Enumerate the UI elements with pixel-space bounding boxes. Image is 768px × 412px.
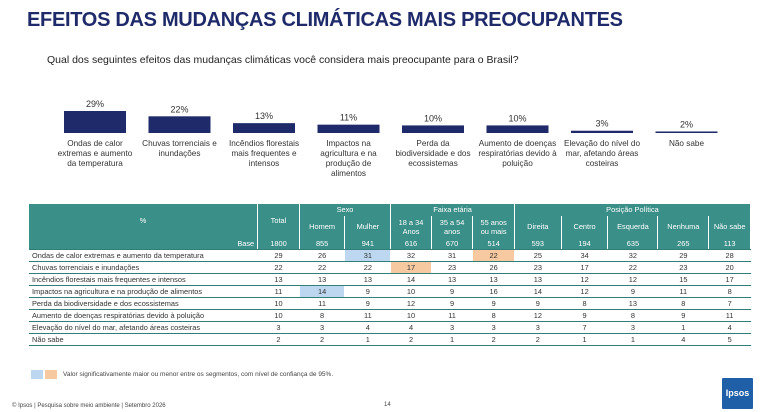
- base-cell: 194: [561, 238, 608, 250]
- table-cell: 8: [561, 297, 608, 309]
- col-direita: Direita: [514, 216, 561, 238]
- table-cell: 11: [299, 297, 345, 309]
- row-label: Impactos na agricultura e na produção de alimentos: [29, 285, 258, 297]
- table-row: [29, 321, 751, 333]
- table-cell: 31: [431, 249, 473, 261]
- table-cell: 1: [608, 333, 658, 345]
- table-cell: 17: [561, 261, 608, 273]
- base-row: [29, 238, 751, 250]
- table-cell: 29: [258, 249, 300, 261]
- table-cell: 9: [608, 285, 658, 297]
- table-cell: 9: [561, 309, 608, 321]
- table-cell: 13: [608, 297, 658, 309]
- base-cell: 670: [431, 238, 473, 250]
- table-cell: 9: [431, 285, 473, 297]
- table-cell: 1: [561, 333, 608, 345]
- table-cell: 8: [299, 309, 345, 321]
- table-cell: 3: [514, 321, 561, 333]
- table-cell: 3: [299, 321, 345, 333]
- base-cell: 1800: [258, 238, 300, 250]
- table-cell: 22: [258, 261, 300, 273]
- table-cell: 8: [473, 309, 515, 321]
- row-label: Chuvas torrenciais e inundações: [29, 261, 258, 273]
- table-cell: 13: [431, 273, 473, 285]
- base-cell: 941: [345, 238, 391, 250]
- table-cell: 2: [473, 333, 515, 345]
- legend-swatch-orange: [45, 370, 57, 379]
- bar-2: [233, 123, 295, 133]
- table-cell: 22: [299, 261, 345, 273]
- base-cell: 265: [658, 238, 709, 250]
- bar-7: [656, 131, 718, 133]
- base-cell: 593: [514, 238, 561, 250]
- table-cell: 2: [391, 333, 432, 345]
- col-centro: Centro: [561, 216, 608, 238]
- row-label: Não sabe: [29, 333, 258, 345]
- category-label-2: Incêndios florestais mais frequentes e intensos: [228, 139, 300, 168]
- category-label-7: Não sabe: [668, 139, 705, 148]
- table-row: [29, 309, 751, 321]
- table-row: [29, 333, 751, 345]
- table-cell: 3: [608, 321, 658, 333]
- table-cell: 23: [514, 261, 561, 273]
- table-cell: 1: [431, 333, 473, 345]
- table-cell: 14: [514, 285, 561, 297]
- col-homem: Homem: [299, 216, 345, 238]
- table-cell: 34: [561, 249, 608, 261]
- table-cell: 17: [391, 261, 432, 273]
- table-cell: 15: [658, 273, 709, 285]
- bar-4: [402, 125, 464, 133]
- table-cell: 4: [345, 321, 391, 333]
- table-cell: 7: [709, 297, 751, 309]
- table-cell: 8: [709, 285, 751, 297]
- table-cell: 3: [473, 321, 515, 333]
- table-cell: 13: [345, 273, 391, 285]
- bar-6: [571, 131, 633, 133]
- table-cell: 32: [391, 249, 432, 261]
- table-cell: 11: [658, 285, 709, 297]
- table-cell: 2: [299, 333, 345, 345]
- row-label: Incêndios florestais mais frequentes e intensos: [29, 273, 258, 285]
- table-cell: 14: [299, 285, 345, 297]
- table-cell: 26: [473, 261, 515, 273]
- table-cell: 2: [258, 333, 300, 345]
- table-cell: 20: [709, 261, 751, 273]
- table-cell: 4: [391, 321, 432, 333]
- col-35-54: 35 a 54 anos: [431, 216, 473, 238]
- table-cell: 16: [473, 285, 515, 297]
- table-cell: 26: [299, 249, 345, 261]
- category-label-3: Impactos na agricultura e na produção de alimentos: [320, 139, 377, 178]
- row-label: Aumento de doenças respiratórias devido à poluição: [29, 309, 258, 321]
- category-label-4: Perda da biodiversidade e dos ecossistemas: [395, 139, 471, 168]
- col-mulher: Mulher: [345, 216, 391, 238]
- table-cell: 2: [514, 333, 561, 345]
- table-cell: 13: [473, 273, 515, 285]
- significance-legend: [31, 370, 333, 379]
- category-label-0: Ondas de calor extremas e aumento da temperatura: [57, 139, 133, 168]
- bar-value-label-4: 10%: [423, 113, 443, 124]
- base-cell: 113: [709, 238, 751, 250]
- table-cell: 22: [345, 261, 391, 273]
- table-cell: 9: [345, 297, 391, 309]
- table-cell: 4: [709, 321, 751, 333]
- table-cell: 9: [658, 309, 709, 321]
- bar-0: [64, 111, 126, 133]
- bar-value-label-6: 3%: [595, 118, 609, 129]
- page-title: EFEITOS DAS MUDANÇAS CLIMÁTICAS MAIS PREOCUPANTES: [27, 9, 623, 31]
- group-sexo: Sexo: [299, 204, 390, 216]
- table-cell: 10: [258, 297, 300, 309]
- table-cell: 14: [391, 273, 432, 285]
- table-cell: 8: [658, 297, 709, 309]
- table-cell: 12: [514, 309, 561, 321]
- legend-text: Valor significativamente maior ou menor entre os segmentos, com nível de confiança de 95%.: [63, 371, 334, 378]
- table-cell: 13: [514, 273, 561, 285]
- table-cell: 10: [391, 285, 432, 297]
- table-cell: 7: [561, 321, 608, 333]
- table-cell: 22: [608, 261, 658, 273]
- ipsos-logo: Ipsos: [722, 378, 753, 409]
- group-faixa-etaria: Faixa etária: [391, 204, 515, 216]
- table-cell: 25: [514, 249, 561, 261]
- table-cell: 8: [608, 309, 658, 321]
- table-cell: 10: [258, 309, 300, 321]
- table-cell: 13: [258, 273, 300, 285]
- col-55-plus: 55 anos ou mais: [473, 216, 515, 238]
- bar-5: [487, 125, 549, 133]
- table-cell: 9: [473, 297, 515, 309]
- table-cell: 13: [299, 273, 345, 285]
- bar-chart: [0, 90, 768, 190]
- table-cell: 12: [561, 273, 608, 285]
- table-cell: 3: [431, 321, 473, 333]
- table-cell: 1: [658, 321, 709, 333]
- table-cell: 32: [608, 249, 658, 261]
- table-cell: 11: [709, 309, 751, 321]
- table-row: [29, 249, 751, 261]
- table-cell: 10: [391, 309, 432, 321]
- bar-value-label-7: 2%: [679, 119, 694, 130]
- table-cell: 3: [258, 321, 300, 333]
- crosstab-table: [29, 204, 751, 346]
- category-label-1: Chuvas torrenciais e inundações: [142, 139, 217, 158]
- bar-3: [318, 125, 380, 133]
- footer-text: © Ipsos | Pesquisa sobre meio ambiente | Setembro 2026: [12, 403, 166, 409]
- col-total: Total: [258, 204, 300, 238]
- table-cell: 1: [345, 333, 391, 345]
- col-esquerda: Esquerda: [608, 216, 658, 238]
- base-label: Base: [29, 238, 258, 250]
- category-label-5: Aumento de doenças respiratórias devido à poluição: [478, 139, 557, 168]
- table-row: [29, 297, 751, 309]
- legend-swatch-blue: [31, 370, 43, 379]
- category-label-6: Elevação do nível do mar, afetando áreas costeiras: [563, 139, 641, 168]
- table-row: [29, 285, 751, 297]
- table-cell: 29: [658, 249, 709, 261]
- table-cell: 4: [658, 333, 709, 345]
- row-label: Ondas de calor extremas e aumento da temperatura: [29, 249, 258, 261]
- table-cell: 23: [431, 261, 473, 273]
- table-row: [29, 261, 751, 273]
- base-cell: 635: [608, 238, 658, 250]
- bar-value-label-0: 29%: [85, 99, 105, 109]
- row-label: Perda da biodiversidade e dos ecossistemas: [29, 297, 258, 309]
- table-cell: 23: [658, 261, 709, 273]
- table-cell: 31: [345, 249, 391, 261]
- table-cell: 9: [514, 297, 561, 309]
- survey-question: Qual dos seguintes efeitos das mudanças climáticas você considera mais preocupante para o Brasil?: [47, 54, 519, 66]
- table-cell: 11: [431, 309, 473, 321]
- col-nenhuma: Nenhuma: [658, 216, 709, 238]
- table-corner: %: [29, 204, 258, 238]
- base-cell: 514: [473, 238, 515, 250]
- table-cell: 12: [391, 297, 432, 309]
- table-cell: 12: [561, 285, 608, 297]
- table-cell: 28: [709, 249, 751, 261]
- table-cell: 5: [709, 333, 751, 345]
- row-label: Elevação do nível do mar, afetando áreas costeiras: [29, 321, 258, 333]
- table-cell: 9: [345, 285, 391, 297]
- base-cell: 855: [299, 238, 345, 250]
- base-cell: 616: [391, 238, 432, 250]
- bar-1: [149, 116, 211, 133]
- bar-value-label-5: 10%: [508, 113, 527, 124]
- page-number: 14: [384, 402, 391, 408]
- table-cell: 11: [345, 309, 391, 321]
- table-row: [29, 273, 751, 285]
- table-cell: 22: [473, 249, 515, 261]
- table-cell: 9: [431, 297, 473, 309]
- table-cell: 17: [709, 273, 751, 285]
- bar-value-label-2: 13%: [254, 111, 274, 122]
- group-posicao-politica: Posição Política: [514, 204, 750, 216]
- table-cell: 11: [258, 285, 300, 297]
- table-cell: 12: [608, 273, 658, 285]
- col-18-34: 18 a 34 Anos: [391, 216, 432, 238]
- bar-value-label-1: 22%: [170, 104, 189, 115]
- col-nao-sabe: Não sabe: [709, 216, 751, 238]
- bar-value-label-3: 11%: [339, 112, 358, 123]
